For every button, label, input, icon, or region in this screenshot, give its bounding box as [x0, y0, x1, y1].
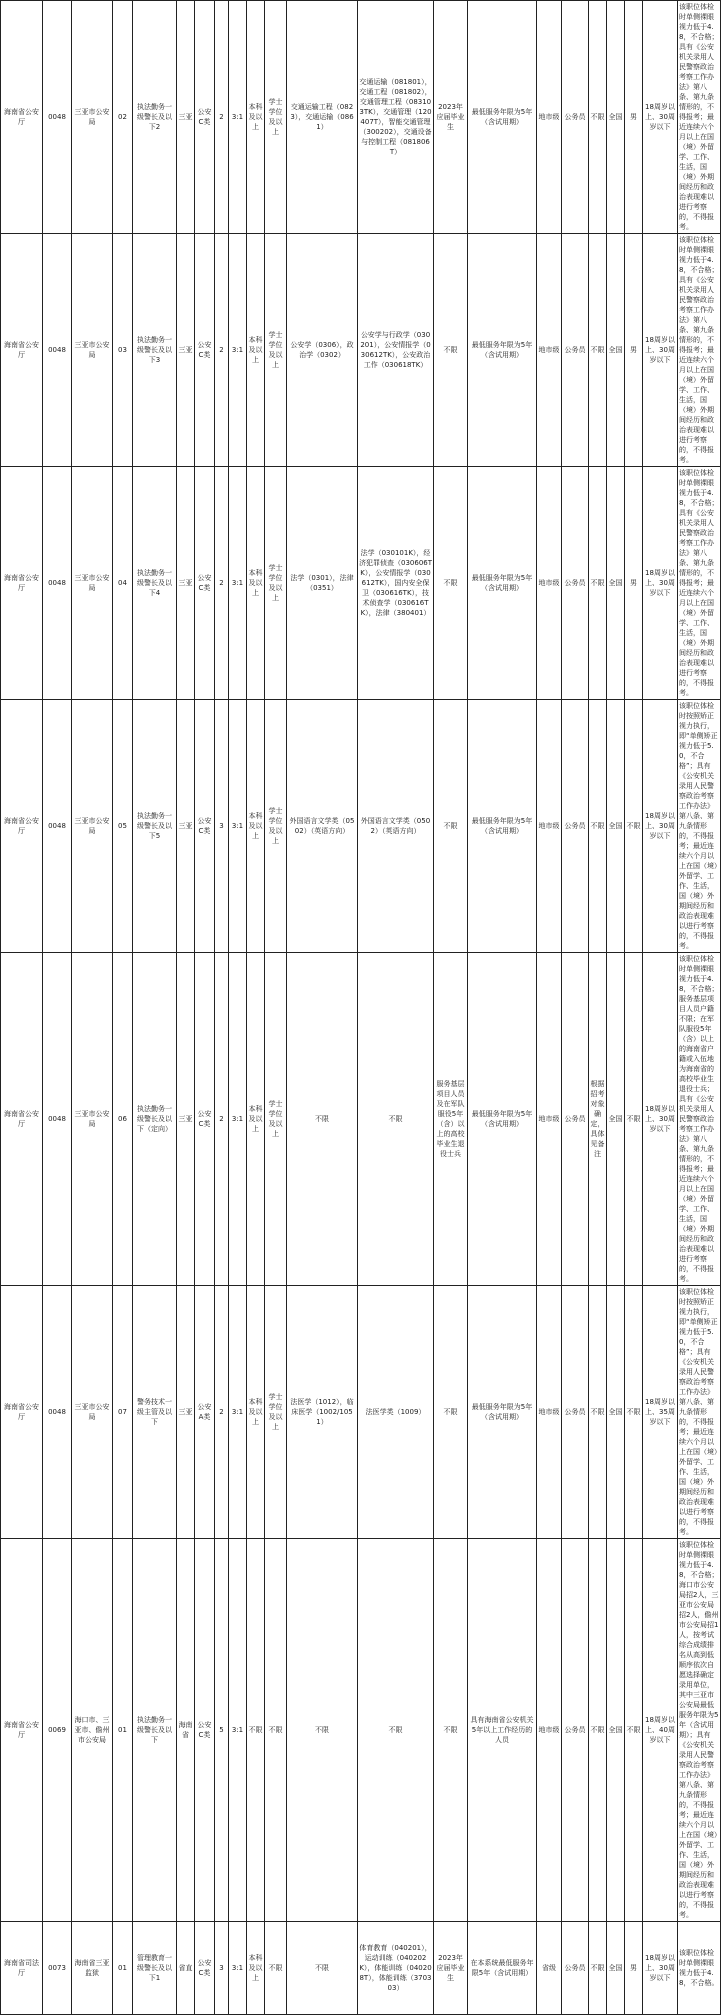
cell-major-bachelor: 不限: [287, 1922, 358, 2015]
cell-age: 18周岁以上、30周岁以下: [643, 1, 678, 234]
cell-nature: 地市级: [537, 1286, 562, 1539]
cell-other-cond: 不限: [434, 1286, 468, 1539]
cell-notes: 该职位体检时按照矫正视力执行，即“单侧矫正视力低于5.0，不合格”；具有《公安机关录用人民警察政治考察工作办法》第八条、第九条情形的，不得报考；最近连续六个月以上在国（境）外留学、工作、生活，国（境）外期间经历和政治表现难以进行考察的，不得报考。: [678, 1286, 721, 1539]
cell-degree: 学士学位及以上: [265, 1286, 287, 1539]
cell-code: 0048: [43, 700, 72, 953]
cell-major-undergrad: 不限: [358, 1539, 434, 1922]
cell-level: 省直: [177, 1922, 195, 2015]
cell-count: 2: [215, 953, 229, 1286]
cell-degree: 不限: [265, 1922, 287, 2015]
cell-ratio: 3:1: [229, 467, 247, 700]
cell-education: 本科及以上: [247, 1286, 265, 1539]
cell-count: 5: [215, 1539, 229, 1922]
cell-major-undergrad: 外国语言文学类（0502）（英语方向）: [358, 700, 434, 953]
cell-age: 18周岁以上、40周岁以下: [643, 1539, 678, 1922]
cell-ratio: 3:1: [229, 1922, 247, 2015]
cell-nature: 地市级: [537, 700, 562, 953]
cell-age: 18周岁以上、30周岁以下: [643, 467, 678, 700]
cell-position: 执法勤务一级警长及以下（定向）: [133, 953, 177, 1286]
cell-staff: 公务员: [562, 234, 589, 467]
cell-code: 0048: [43, 953, 72, 1286]
cell-position: 管理教育一级警长及以下1: [133, 1922, 177, 2015]
cell-unit: 海南省公安厅: [1, 467, 43, 700]
cell-dept: 三亚市公安局: [72, 467, 113, 700]
cell-staff: 公务员: [562, 1286, 589, 1539]
cell-nature: 地市级: [537, 953, 562, 1286]
cell-dept: 三亚市公安局: [72, 953, 113, 1286]
cell-major-bachelor: 法学（0301），法律（0351）: [287, 467, 358, 700]
cell-count: 3: [215, 700, 229, 953]
cell-count: 2: [215, 467, 229, 700]
cell-area: 全国: [607, 1286, 625, 1539]
cell-ethnic: 不限: [589, 1539, 607, 1922]
cell-major-undergrad: 交通运输（081801），交通工程（081802），交通管理工程（083103TK），交通管理（120407T），智能交通管理（300202），交通设备与控制工程（081806T）: [358, 1, 434, 234]
cell-category: 公安C类: [195, 1922, 215, 2015]
cell-ethnic: 不限: [589, 1922, 607, 2015]
cell-category: 公安C类: [195, 953, 215, 1286]
cell-position: 执法勤务一级警长及以下3: [133, 234, 177, 467]
cell-ratio: 3:1: [229, 953, 247, 1286]
cell-degree: 学士学位及以上: [265, 700, 287, 953]
cell-major-bachelor: 不限: [287, 1539, 358, 1922]
cell-major-bachelor: 法医学（1012），临床医学（1002/1051）: [287, 1286, 358, 1539]
cell-pos-code: 03: [113, 234, 133, 467]
cell-area: 全国: [607, 1, 625, 234]
table-row: [1, 953, 721, 1286]
cell-nature: 地市级: [537, 467, 562, 700]
cell-gender: 男: [625, 1, 643, 234]
cell-degree: 学士学位及以上: [265, 467, 287, 700]
cell-service: 最低服务年限为5年（含试用期）: [468, 953, 537, 1286]
cell-area: 全国: [607, 953, 625, 1286]
cell-level: 三亚: [177, 1, 195, 234]
cell-degree: 学士学位及以上: [265, 234, 287, 467]
cell-unit: 海南省公安厅: [1, 700, 43, 953]
cell-category: 公安A类: [195, 1286, 215, 1539]
cell-service: 最低服务年限为5年（含试用期）: [468, 234, 537, 467]
cell-code: 0048: [43, 467, 72, 700]
cell-category: 公安C类: [195, 1, 215, 234]
table-row: [1, 1286, 721, 1539]
cell-major-undergrad: 体育教育（040201），运动训练（040202K），体能训练（040208T），体能训练（370303）: [358, 1922, 434, 2015]
cell-unit: 海南省公安厅: [1, 234, 43, 467]
cell-education: 本科及以上: [247, 953, 265, 1286]
cell-area: 全国: [607, 234, 625, 467]
cell-age: 18周岁以上、30周岁以下: [643, 234, 678, 467]
cell-degree: 学士学位及以上: [265, 953, 287, 1286]
cell-code: 0069: [43, 1539, 72, 1922]
cell-category: 公安C类: [195, 700, 215, 953]
cell-dept: 海南省三亚监狱: [72, 1922, 113, 2015]
cell-age: 18周岁以上、30周岁以下: [643, 1922, 678, 2015]
cell-notes: 该职位体检时按照矫正视力执行，即“单侧矫正视力低于5.0，不合格”；具有《公安机关录用人民警察政治考察工作办法》第八条、第九条情形的，不得报考；最近连续六个月以上在国（境）外留学、工作、生活，国（境）外期间经历和政治表现难以进行考察的，不得报考。: [678, 700, 721, 953]
cell-staff: 公务员: [562, 700, 589, 953]
cell-other-cond: 不限: [434, 467, 468, 700]
cell-gender: 男: [625, 1922, 643, 2015]
cell-education: 本科及以上: [247, 700, 265, 953]
cell-dept: 三亚市公安局: [72, 1, 113, 234]
cell-education: 不限: [247, 1539, 265, 1922]
cell-ethnic: 不限: [589, 700, 607, 953]
cell-dept: 三亚市公安局: [72, 700, 113, 953]
cell-dept: 三亚市公安局: [72, 234, 113, 467]
cell-staff: 公务员: [562, 953, 589, 1286]
cell-other-cond: 2023年应届毕业生: [434, 1922, 468, 2015]
cell-ethnic: 根据招考对象确定，具体见备注: [589, 953, 607, 1286]
cell-position: 警务技术一级主管及以下: [133, 1286, 177, 1539]
cell-position: 执法勤务一级警长及以下4: [133, 467, 177, 700]
cell-unit: 海南省公安厅: [1, 1286, 43, 1539]
cell-age: 18周岁以上、35周岁以下: [643, 1286, 678, 1539]
cell-gender: 男: [625, 234, 643, 467]
cell-service: 具有海南省公安机关5年以上工作经历的人员: [468, 1539, 537, 1922]
cell-other-cond: 不限: [434, 700, 468, 953]
cell-area: 全国: [607, 467, 625, 700]
cell-major-bachelor: 公安学（0306），政治学（0302）: [287, 234, 358, 467]
cell-dept: 三亚市公安局: [72, 1286, 113, 1539]
cell-ratio: 3:1: [229, 234, 247, 467]
table-row: [1, 1, 721, 234]
cell-level: 三亚: [177, 1286, 195, 1539]
cell-major-bachelor: 不限: [287, 953, 358, 1286]
cell-pos-code: 05: [113, 700, 133, 953]
cell-level: 三亚: [177, 953, 195, 1286]
cell-staff: 公务员: [562, 1539, 589, 1922]
cell-notes: 该职位体检时单侧裸眼视力低于4.8，不合格；具有《公安机关录用人民警察政治考察工作办法》第八条、第九条情形的，不得报考；最近连续六个月以上在国（境）外留学、工作、生活，国（境）外期间经历和政治表现难以进行考察的，不得报考。: [678, 234, 721, 467]
cell-code: 0048: [43, 1, 72, 234]
cell-level: 三亚: [177, 467, 195, 700]
cell-education: 本科及以上: [247, 1922, 265, 2015]
cell-ethnic: 不限: [589, 1286, 607, 1539]
cell-notes: 该职位体检时单侧裸眼视力低于4.8，不合格。: [678, 1922, 721, 2015]
cell-education: 本科及以上: [247, 467, 265, 700]
cell-nature: 地市级: [537, 1539, 562, 1922]
cell-nature: 地市级: [537, 234, 562, 467]
cell-other-cond: 2023年应届毕业生: [434, 1, 468, 234]
cell-other-cond: 不限: [434, 1539, 468, 1922]
cell-other-cond: 不限: [434, 234, 468, 467]
cell-code: 0073: [43, 1922, 72, 2015]
cell-level: 三亚: [177, 700, 195, 953]
cell-count: 2: [215, 234, 229, 467]
cell-gender: 不限: [625, 953, 643, 1286]
cell-count: 3: [215, 1922, 229, 2015]
cell-notes: 该职位体检时单侧裸眼视力低于4.8，不合格；具有《公安机关录用人民警察政治考察工作办法》第八条、第九条情形的，不得报考；最近连续六个月以上在国（境）外留学、工作、生活，国（境）外期间经历和政治表现难以进行考察的，不得报考。: [678, 467, 721, 700]
cell-dept: 海口市、三亚市、儋州市公安局: [72, 1539, 113, 1922]
cell-unit: 海南省公安厅: [1, 1, 43, 234]
cell-nature: 省级: [537, 1922, 562, 2015]
cell-pos-code: 01: [113, 1539, 133, 1922]
cell-education: 本科及以上: [247, 1, 265, 234]
table-row: [1, 1922, 721, 2015]
cell-gender: 不限: [625, 700, 643, 953]
table-row: [1, 467, 721, 700]
cell-ethnic: 不限: [589, 1, 607, 234]
cell-area: 全国: [607, 700, 625, 953]
cell-position: 执法勤务一级警长及以下2: [133, 1, 177, 234]
cell-notes: 该职位体检时单侧裸眼视力低于4.8，不合格；具有《公安机关录用人民警察政治考察工作办法》第八条、第九条情形的，不得报考；最近连续六个月以上在国（境）外留学、工作、生活，国（境）外期间经历和政治表现难以进行考察的，不得报考。: [678, 1, 721, 234]
cell-pos-code: 01: [113, 1922, 133, 2015]
cell-pos-code: 04: [113, 467, 133, 700]
cell-major-undergrad: 法医学类（1009）: [358, 1286, 434, 1539]
cell-ratio: 3:1: [229, 700, 247, 953]
cell-category: 公安C类: [195, 234, 215, 467]
cell-pos-code: 07: [113, 1286, 133, 1539]
cell-count: 2: [215, 1, 229, 234]
cell-pos-code: 06: [113, 953, 133, 1286]
cell-major-bachelor: 交通运输工程（0823），交通运输（0861）: [287, 1, 358, 234]
cell-position: 执法勤务一级警长及以下: [133, 1539, 177, 1922]
cell-gender: 不限: [625, 1539, 643, 1922]
cell-unit: 海南省公安厅: [1, 1539, 43, 1922]
cell-ethnic: 不限: [589, 467, 607, 700]
cell-service: 在本系统最低服务年限5年（含试用期）: [468, 1922, 537, 2015]
cell-ratio: 3:1: [229, 1539, 247, 1922]
cell-position: 执法勤务一级警长及以下5: [133, 700, 177, 953]
cell-degree: 学士学位及以上: [265, 1, 287, 234]
cell-count: 2: [215, 1286, 229, 1539]
cell-code: 0048: [43, 1286, 72, 1539]
cell-ratio: 3:1: [229, 1286, 247, 1539]
cell-category: 公安C类: [195, 467, 215, 700]
cell-level: 三亚: [177, 234, 195, 467]
cell-service: 最低服务年限为5年（含试用期）: [468, 1286, 537, 1539]
cell-code: 0048: [43, 234, 72, 467]
cell-service: 最低服务年限为5年（含试用期）: [468, 1, 537, 234]
cell-education: 本科及以上: [247, 234, 265, 467]
cell-ratio: 3:1: [229, 1, 247, 234]
cell-other-cond: 服务基层项目人员及在军队服役5年（含）以上的高校毕业生退役士兵: [434, 953, 468, 1286]
cell-major-bachelor: 外国语言文学类（0502）（英语方向）: [287, 700, 358, 953]
cell-level: 海南省: [177, 1539, 195, 1922]
cell-ethnic: 不限: [589, 234, 607, 467]
cell-gender: 不限: [625, 1286, 643, 1539]
cell-degree: 不限: [265, 1539, 287, 1922]
cell-category: 公安C类: [195, 1539, 215, 1922]
cell-staff: 公务员: [562, 1, 589, 234]
cell-age: 18周岁以上、30周岁以下: [643, 700, 678, 953]
cell-major-undergrad: 不限: [358, 953, 434, 1286]
table-row: [1, 1539, 721, 1922]
cell-pos-code: 02: [113, 1, 133, 234]
cell-service: 最低服务年限为5年（含试用期）: [468, 700, 537, 953]
cell-staff: 公务员: [562, 1922, 589, 2015]
cell-nature: 地市级: [537, 1, 562, 234]
cell-staff: 公务员: [562, 467, 589, 700]
table-row: [1, 700, 721, 953]
cell-area: 全国: [607, 1922, 625, 2015]
cell-area: 全国: [607, 1539, 625, 1922]
cell-major-undergrad: 公安学与行政学（030201），公安情报学（030612TK），公安政治工作（030618TK）: [358, 234, 434, 467]
cell-notes: 该职位体检时单侧裸眼视力低于4.8，不合格；服务基层项目人员户籍不限；在军队服役5年（含）以上的海南省户籍或入伍地为海南省的高校毕业生退役士兵；具有《公安机关录用人民警察政治考察工作办法》第八条、第九条情形的，不得报考；最近连续六个月以上在国（境）外留学、工作、生活，国（境）外期间经历和政治表现难以进行考察的，不得报考。: [678, 953, 721, 1286]
table-row: [1, 234, 721, 467]
cell-service: 最低服务年限为5年（含试用期）: [468, 467, 537, 700]
cell-unit: 海南省司法厅: [1, 1922, 43, 2015]
cell-gender: 男: [625, 467, 643, 700]
cell-unit: 海南省公安厅: [1, 953, 43, 1286]
cell-age: 18周岁以上、30周岁以下: [643, 953, 678, 1286]
cell-notes: 该职位体检时单侧裸眼视力低于4.8，不合格；海口市公安局招2人，三亚市公安局招2人，儋州市公安局招1人，按考试综合成绩排名从高到低顺序依次自愿选择确定录用单位，其中三亚市公安局最低服务年限为5年（含试用期）；具有《公安机关录用人民警察政治考察工作办法》第八条、第九条情形的，不得报考；最近连续六个月以上在国（境）外留学、工作、生活，国（境）外期间经历和政治表现难以进行考察的，不得报考。: [678, 1539, 721, 1922]
cell-major-undergrad: 法学（030101K），经济犯罪侦查（030606TK），公安情报学（030612TK），国内安全保卫（030616TK），技术侦查学（030616TK），法律（380401）: [358, 467, 434, 700]
